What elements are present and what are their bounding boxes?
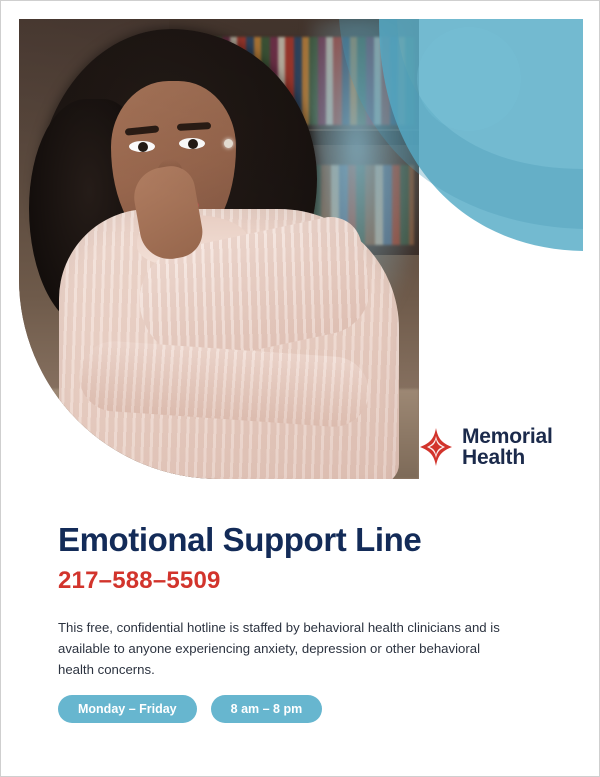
page-title: Emotional Support Line: [58, 521, 422, 558]
logo-text-line-1: Memorial: [462, 425, 553, 448]
earring: [224, 139, 233, 148]
body-text: This free, confidential hotline is staffed by behavioral health clinicians and is available to anyone experiencing anxiety, depression or other behavioral health concerns.: [58, 620, 500, 677]
content-block: [58, 521, 538, 680]
hero-image-area: [19, 19, 583, 479]
logo-text-line-2: Health: [462, 446, 525, 469]
memorial-health-starburst-icon: [419, 427, 453, 467]
logo-text: [462, 426, 553, 468]
pill-hours: 8 am – 8 pm: [211, 695, 323, 723]
teal-swoosh-graphic: [319, 19, 583, 339]
pill-days: Monday – Friday: [58, 695, 197, 723]
phone-number: 217–588–5509: [58, 567, 221, 594]
eye-left: [129, 141, 155, 152]
hours-pills: [58, 695, 322, 723]
eye-right: [179, 138, 205, 149]
logo: [419, 426, 553, 468]
